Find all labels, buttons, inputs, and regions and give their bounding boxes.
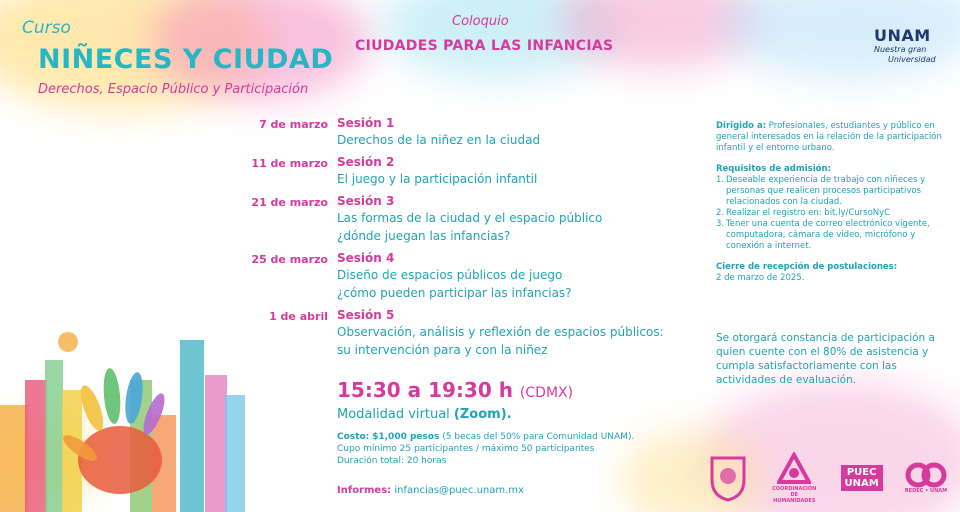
- puec-bottom: UNAM: [844, 478, 879, 489]
- session-date: 21 de marzo: [251, 196, 328, 209]
- course-title: NIÑECES Y CIUDAD: [38, 44, 334, 75]
- session-item: [250, 251, 670, 302]
- modality-platform: (Zoom).: [453, 407, 512, 422]
- session-title: Sesión 3: [337, 194, 395, 208]
- course-label: Curso: [22, 18, 71, 38]
- redec-caption: REDEC • UNAM: [904, 488, 948, 494]
- session-date: 1 de abril: [269, 310, 328, 323]
- requirement-item: 2. Realizar el registro en: bit.ly/CursoNyC: [716, 208, 891, 218]
- session-title: Sesión 2: [337, 155, 395, 169]
- coloquio-title: CIUDADES PARA LAS INFANCIAS: [355, 38, 614, 54]
- footer-logos: [708, 452, 948, 504]
- city-illustration: [0, 320, 270, 512]
- session-list: [250, 116, 670, 365]
- session-title: Sesión 1: [337, 116, 395, 130]
- session-item: [250, 155, 670, 188]
- unam-logo-tagline-1: Nuestra gran: [874, 45, 927, 54]
- course-subtitle: Derechos, Espacio Público y Participación: [38, 82, 309, 97]
- session-description: Diseño de espacios públicos de juego: [337, 268, 563, 282]
- puec-logo: [841, 465, 883, 491]
- coord-caption: COORDINACIÓN DE HUMANIDADES: [772, 486, 817, 504]
- contact-label: Informes:: [337, 485, 392, 496]
- schedule-time: [337, 378, 573, 402]
- course-details: [337, 431, 634, 467]
- modality-text: Modalidad virtual: [337, 407, 450, 422]
- modality: [337, 407, 512, 422]
- cost-value: $1,000 pesos: [372, 432, 440, 442]
- session-description: Observación, análisis y reflexión de espacios públicos:: [337, 325, 664, 339]
- session-description: Las formas de la ciudad y el espacio público: [337, 211, 603, 225]
- schedule-timezone: (CDMX): [519, 385, 574, 401]
- session-description: Derechos de la niñez en la ciudad: [337, 133, 541, 147]
- session-description-2: ¿cómo pueden participar las infancias?: [337, 286, 572, 300]
- deadline-date: 2 de marzo de 2025.: [716, 273, 805, 283]
- humanidades-triangle-icon: [777, 452, 811, 486]
- registration-link[interactable]: Realizar el registro en: bit.ly/CursoNyC: [726, 208, 891, 218]
- admission-info: [716, 121, 944, 284]
- session-item: [250, 308, 670, 359]
- contact: [337, 485, 524, 496]
- capacity: Cupo mínimo 25 participantes / máximo 50 participantes: [337, 444, 595, 454]
- requirements-list: [716, 175, 944, 252]
- session-date: 7 de marzo: [259, 118, 328, 131]
- requirements-heading: Requisitos de admisión:: [716, 164, 831, 174]
- certificate-note: Se otorgará constancia de participación a quien cuente con el 80% de asistencia y cumpla satisfactoriamente con las actividades de evaluación.: [716, 332, 935, 386]
- unam-logo: [874, 26, 938, 65]
- session-title: Sesión 5: [337, 308, 395, 322]
- deadline-heading: Cierre de recepción de postulaciones:: [716, 262, 898, 272]
- unam-shield-icon: [708, 454, 748, 502]
- session-item: [250, 194, 670, 245]
- requirement-item: 3. Tener una cuenta de correo electrónico vigente, computadora, cámara de video, micrófono y conexión a internet.: [716, 219, 930, 251]
- puec-top: PUEC: [846, 467, 877, 478]
- audience-text: Profesionales, estudiantes y público en general interesados en la relación de la participación infantil y el entorno urbano.: [716, 121, 942, 153]
- requirement-item: 1. Deseable experiencia de trabajo con niñeces y personas que realicen procesos participativos relacionados con la ciudad.: [716, 175, 926, 207]
- session-description-2: su intervención para y con la niñez: [337, 343, 548, 357]
- session-date: 25 de marzo: [251, 253, 328, 266]
- unam-logo-tagline-2: Universidad: [888, 55, 936, 64]
- contact-email[interactable]: infancias@puec.unam.mx: [394, 485, 524, 496]
- session-description: El juego y la participación infantil: [337, 172, 538, 186]
- cost-note: (5 becas del 50% para Comunidad UNAM).: [442, 432, 635, 442]
- unam-logo-name: UNAM: [874, 26, 931, 45]
- redec-rings-icon: [904, 462, 948, 488]
- session-description-2: ¿dónde juegan las infancias?: [337, 229, 511, 243]
- coordinacion-humanidades-logo: [769, 452, 819, 504]
- duration: Duración total: 20 horas: [337, 456, 447, 466]
- audience-label: Dirigido a:: [716, 121, 767, 131]
- session-title: Sesión 4: [337, 251, 395, 265]
- schedule-hours: 15:30 a 19:30 h: [337, 378, 513, 402]
- unam-shield-logo: [708, 454, 748, 502]
- coloquio-label: Coloquio: [452, 14, 509, 29]
- session-date: 11 de marzo: [251, 157, 328, 170]
- redec-logo: [904, 462, 948, 494]
- session-item: [250, 116, 670, 149]
- cost-label: Costo:: [337, 432, 370, 442]
